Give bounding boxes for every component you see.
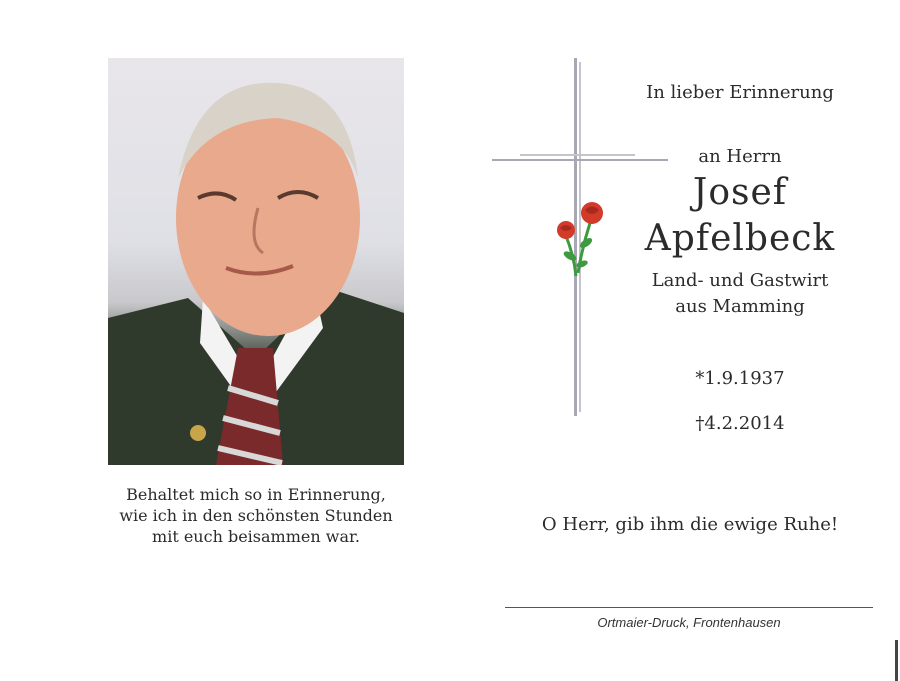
- verse-line-1: Behaltet mich so in Erinnerung,: [126, 485, 386, 504]
- salutation: an Herrn: [698, 146, 782, 167]
- prayer-text: O Herr, gib ihm die ewige Ruhe!: [541, 514, 839, 535]
- occupation: Land- und Gastwirt: [651, 270, 829, 291]
- scan-edge: [895, 640, 898, 681]
- memorial-verse: [108, 484, 404, 547]
- divider: [505, 607, 873, 608]
- intro-text: In lieber Erinnerung: [646, 82, 834, 103]
- printer-credit: Ortmaier-Druck, Frontenhausen: [597, 615, 781, 630]
- first-name: Josef: [692, 172, 788, 213]
- portrait-photo: [108, 58, 404, 465]
- hometown: aus Mamming: [675, 296, 805, 317]
- verse-line-3: mit euch beisammen war.: [152, 527, 360, 546]
- verse-line-2: wie ich in den schönsten Stunden: [119, 506, 393, 525]
- death-date: †4.2.2014: [695, 413, 785, 434]
- last-name: Apfelbeck: [644, 218, 836, 259]
- birth-date: *1.9.1937: [695, 368, 785, 389]
